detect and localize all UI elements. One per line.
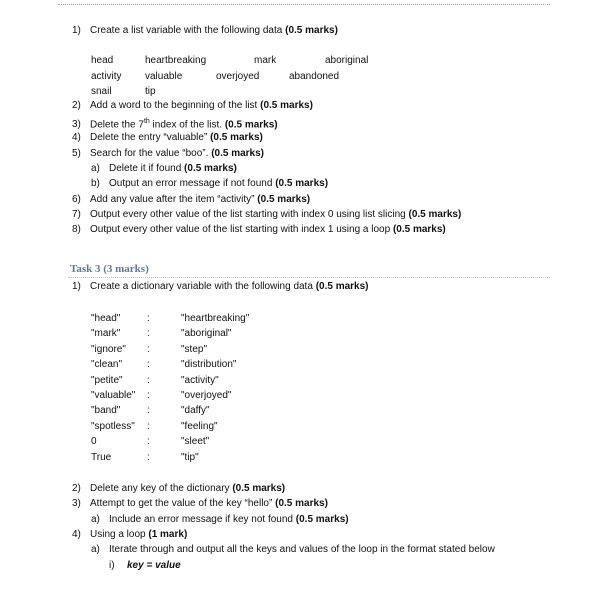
q-marks: (0.5 marks) <box>295 514 349 525</box>
q-number: 3) <box>72 498 81 509</box>
word-overjoyed: overjoyed <box>216 71 260 82</box>
t3-q4a <box>91 544 495 556</box>
task3-divider <box>68 277 550 278</box>
q-text: Attempt to get the value of the key “hello” <box>90 498 276 509</box>
q-number: a) <box>91 544 100 555</box>
q-marks: (0.5 marks) <box>224 119 278 131</box>
q-marks: (0.5 marks) <box>315 281 369 292</box>
q-text: Create a list variable with the following data <box>90 25 286 36</box>
t2-q7 <box>72 209 461 221</box>
dict-key: "valuable" <box>91 390 136 401</box>
t3-q3a <box>91 514 349 526</box>
t2-q4 <box>72 132 263 144</box>
dict-sep: : <box>147 452 150 463</box>
q-text: Add a word to the beginning of the list <box>90 100 261 111</box>
q-marks: (1 mark) <box>148 529 188 540</box>
q-text: Create a dictionary variable with the following data <box>90 281 316 292</box>
t3-q3 <box>72 498 328 510</box>
dict-key: "clean" <box>91 359 123 370</box>
q-marks: (0.5 marks) <box>257 194 311 205</box>
t3-q1 <box>72 281 369 293</box>
dict-value: "step" <box>181 344 208 355</box>
q-text: Iterate through and output all the keys and values of the loop in the format stated below <box>109 544 495 555</box>
q-number: 6) <box>72 194 81 205</box>
q-marks: (0.5 marks) <box>210 132 263 143</box>
word-aboriginal: aboriginal <box>325 55 369 66</box>
t3-q2 <box>72 483 285 495</box>
q-marks: (0.5 marks) <box>275 178 329 189</box>
t2-q5b <box>91 178 328 190</box>
q-number: i) <box>109 560 115 571</box>
dict-key: "mark" <box>91 328 121 339</box>
q-marks: (0.5 marks) <box>232 483 286 494</box>
t2-q5 <box>72 148 264 160</box>
q-text: Delete the 7 <box>90 119 144 131</box>
dict-sep: : <box>147 328 150 339</box>
q-number: a) <box>91 514 100 525</box>
q-number: 7) <box>72 209 81 220</box>
q-text: index of the list. <box>149 119 225 131</box>
q-number: a) <box>91 163 100 174</box>
dict-value: "aboriginal" <box>181 328 232 339</box>
word-valuable: valuable <box>145 71 183 82</box>
q-number: 8) <box>72 224 81 235</box>
q-text: Delete any key of the dictionary <box>90 483 233 494</box>
q-marks: (0.5 marks) <box>285 25 338 36</box>
q-number: 4) <box>72 529 81 540</box>
q-text: Include an error message if key not found <box>109 514 296 525</box>
t2-q1 <box>72 25 338 37</box>
q-text: Delete it if found <box>109 163 185 174</box>
t2-q5a <box>91 163 237 175</box>
dict-value: "sleet" <box>181 436 210 447</box>
dict-sep: : <box>147 344 150 355</box>
dict-sep: : <box>147 313 150 324</box>
q-text: Output every other value of the list starting with index 0 using list slicing <box>90 209 409 220</box>
word-abandoned: abandoned <box>289 71 340 82</box>
q-text: Search for the value “boo”. <box>90 148 212 159</box>
t3-q4 <box>72 529 187 541</box>
q-text: Add any value after the item “activity” <box>90 194 258 205</box>
t2-q2 <box>72 100 313 112</box>
word-activity: activity <box>91 71 122 82</box>
t2-q8 <box>72 224 446 236</box>
q-number: 4) <box>72 132 81 143</box>
dict-value: "activity" <box>181 375 219 386</box>
word-mark: mark <box>254 55 277 66</box>
dict-value: "daffy" <box>181 405 210 416</box>
dict-sep: : <box>147 390 150 401</box>
t2-q3 <box>72 116 278 131</box>
q-marks: (0.5 marks) <box>184 163 237 174</box>
q-text: Delete the entry “valuable” <box>90 132 211 143</box>
word-tip: tip <box>145 86 156 97</box>
q-number: 3) <box>72 119 81 131</box>
q-number: 1) <box>72 281 81 292</box>
dict-key: "band" <box>91 405 121 416</box>
dict-value: "distribution" <box>181 359 237 370</box>
dict-sep: : <box>147 436 150 447</box>
dict-key: "petite" <box>91 375 123 386</box>
q-number: 5) <box>72 148 81 159</box>
word-heartbreaking: heartbreaking <box>145 55 207 66</box>
dict-key: "spotless" <box>91 421 135 432</box>
t3-q4ai <box>109 560 181 572</box>
dict-value: "overjoyed" <box>181 390 232 401</box>
q-marks: (0.5 marks) <box>260 100 313 111</box>
dict-value: "feeling" <box>181 421 218 432</box>
dict-sep: : <box>147 405 150 416</box>
q-superscript: th <box>143 118 150 125</box>
q-marks: (0.5 marks) <box>408 209 462 220</box>
dict-sep: : <box>147 375 150 386</box>
q-number: 2) <box>72 483 81 494</box>
task3-heading: Task 3 (3 marks) <box>70 263 149 275</box>
q-number: 2) <box>72 100 81 111</box>
dict-value: "heartbreaking" <box>181 313 250 324</box>
q-text: Output every other value of the list starting with index 1 using a loop <box>90 224 393 235</box>
dict-key: "head" <box>91 313 121 324</box>
dict-key: 0 <box>91 436 97 447</box>
format-example: key = value <box>127 560 181 571</box>
q-text: Output an error message if not found <box>109 178 276 189</box>
dict-key: True <box>91 452 112 463</box>
dict-value: "tip" <box>181 452 199 463</box>
q-number: 1) <box>72 25 81 36</box>
q-marks: (0.5 marks) <box>392 224 446 235</box>
t2-q6 <box>72 194 310 206</box>
dict-key: "ignore" <box>91 344 126 355</box>
q-number: b) <box>91 178 100 189</box>
word-snail: snail <box>91 86 112 97</box>
q-marks: (0.5 marks) <box>275 498 328 509</box>
word-head: head <box>91 55 114 66</box>
q-text: Using a loop <box>90 529 149 540</box>
dict-sep: : <box>147 421 150 432</box>
q-marks: (0.5 marks) <box>211 148 264 159</box>
dict-sep: : <box>147 359 150 370</box>
top-divider <box>58 4 550 5</box>
